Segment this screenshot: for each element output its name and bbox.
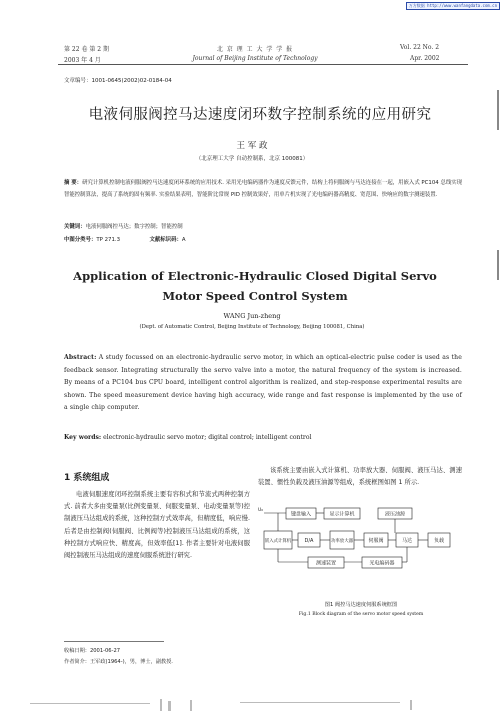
keyboard-label: 键盘输入: [290, 511, 312, 518]
doc-code-label: 文献标识码：: [149, 237, 182, 243]
volume-issue-en: Vol. 22 No. 2: [400, 44, 440, 51]
footnote-received: 收稿日期：2001-06-27: [64, 648, 121, 654]
footnote-author-bio: 作者简介：王军政(1964-)，男，博士，副教授.: [64, 659, 173, 665]
hydraulic-source-label: 液压油源: [384, 511, 406, 518]
abstract-cn-text: 研究计算机控制电液伺服阀控马达速度闭环系统的应用技术. 采用光电编码器作为速度反馈元件，结构上将伺服阀与马达连接在一起，用嵌入式 PC104 总线实现智能控制算法，提高了系统的固有频率. 实验结果表明，智能阶比常规 PID 控制效果好，用单片机实现了光电编码器高精度、宽范围、快响应的数字测速装置.: [64, 180, 463, 198]
affiliation-cn: （北京理工大学 自动控制系，北京 100081）: [195, 156, 309, 162]
valve-label: 伺服阀: [368, 538, 384, 544]
author-cn: 王 军 政: [236, 141, 268, 151]
body-text-left: 电液伺服速度闭环控制系统主要有容积式和节流式两种控制方式. 前者大多由变量泵(比例变量泵、伺服变量泵、电动变量泵等)控制液压马达组成的系统，这种控制方式效率高，但精度低，响应慢. 后者是由控制阀(伺服阀、比例阀等)控制液压马达组成的系统，这种控制方式响应快、精度高，但效率低[1]. 作者主要针对电液伺服阀控制液压马达组成的速度伺服系统进行研究.: [64, 491, 250, 560]
publication-date: 2003 年 4 月: [64, 57, 101, 64]
keywords-en-text: electronic-hydraulic servo motor; digital control; intelligent control: [103, 434, 312, 441]
title-en-line2: Motor Speed Control System: [162, 289, 348, 303]
article-number: 文章编号：1001-0645(2002)02-0184-04: [64, 78, 172, 84]
scan-edge-mark: [497, 90, 499, 130]
title-cn: 电液伺服阀控马达速度闭环数字控制系统的应用研究: [88, 107, 432, 123]
database-stamp: 万方数据 http://www.wanfangdata.com.cn: [406, 2, 500, 10]
abstract-cn: [64, 178, 462, 201]
doc-code: A: [181, 237, 186, 243]
da-label: D/A: [304, 538, 314, 544]
keywords-en-label: Key words:: [64, 434, 102, 441]
motor-label: 马达: [401, 538, 413, 544]
publication-date-en: Apr. 2002: [410, 55, 440, 62]
classification-code: TP 271.3: [96, 237, 121, 243]
affiliation-en: (Dept. of Automatic Control, Beijing Institute of Technology, Beijing 100081, China): [139, 324, 365, 330]
body-text-right: 该系统主要由嵌入式计算机、功率放大器、伺服阀、液压马达、测速装置、惯性负载及液压油源等组成，系统框图如图 1 所示.: [258, 467, 462, 487]
figure-caption-cn: 图1 阀控马达速度伺服系统框图: [324, 602, 398, 608]
classification-cn: [64, 235, 186, 243]
volume-issue: 第 22 卷 第 2 期: [64, 46, 109, 53]
block-diagram: [258, 505, 464, 595]
embedded-label: 嵌入式计算机: [264, 539, 292, 544]
footnote-rule: [64, 641, 164, 642]
keywords-en: [64, 434, 311, 441]
encoder-label: 光电编码器: [369, 560, 395, 567]
amp-label: 功率放大器: [331, 539, 353, 544]
speed-label: 测速装置: [315, 560, 337, 567]
journal-name-en: Journal of Beijing Institute of Technology: [192, 55, 318, 62]
journal-name-cn: 北 京 理 工 大 学 学 报: [216, 46, 294, 53]
figure-caption-en: Fig.1 Block diagram of the servo motor speed system: [298, 612, 424, 617]
author-en: WANG Jun-zheng: [223, 312, 281, 320]
abstract-en-label: Abstract:: [64, 354, 97, 361]
classification-label: 中图分类号：: [64, 237, 97, 243]
abstract-en: [64, 352, 462, 415]
keywords-cn-label: 关键词：: [64, 224, 86, 230]
scan-edge-mark: [497, 250, 499, 280]
load-label: 负载: [433, 538, 445, 544]
keywords-cn-text: 电液伺服阀控马达；数字控制；智能控制: [85, 224, 183, 230]
input-label: U₀: [258, 508, 264, 513]
display-label: 显示计算机: [329, 511, 355, 518]
abstract-cn-label: 摘 要：: [64, 180, 83, 186]
title-en-line1: Application of Electronic-Hydraulic Closed Digital Servo: [73, 269, 437, 283]
scan-bottom-artifact: [0, 697, 504, 713]
abstract-en-text: A study focussed on an electronic-hydraulic servo motor, in which an optical-electric pulse coder is used as the feedback sensor. Integrating structurally the servo valve into a motor, the natural frequency of the system is increased. By means of a PC104 bus CPU board, intelligent control algorithm is realized, and step-response experimental results are shown. The speed measurement device having high accuracy, wide range and fast response is implemented by the use of a single chip computer.: [64, 354, 462, 412]
header-rule: [58, 64, 468, 65]
title-en: [40, 266, 470, 306]
keywords-cn: [64, 222, 183, 230]
section-heading: 1 系统组成: [64, 473, 110, 483]
